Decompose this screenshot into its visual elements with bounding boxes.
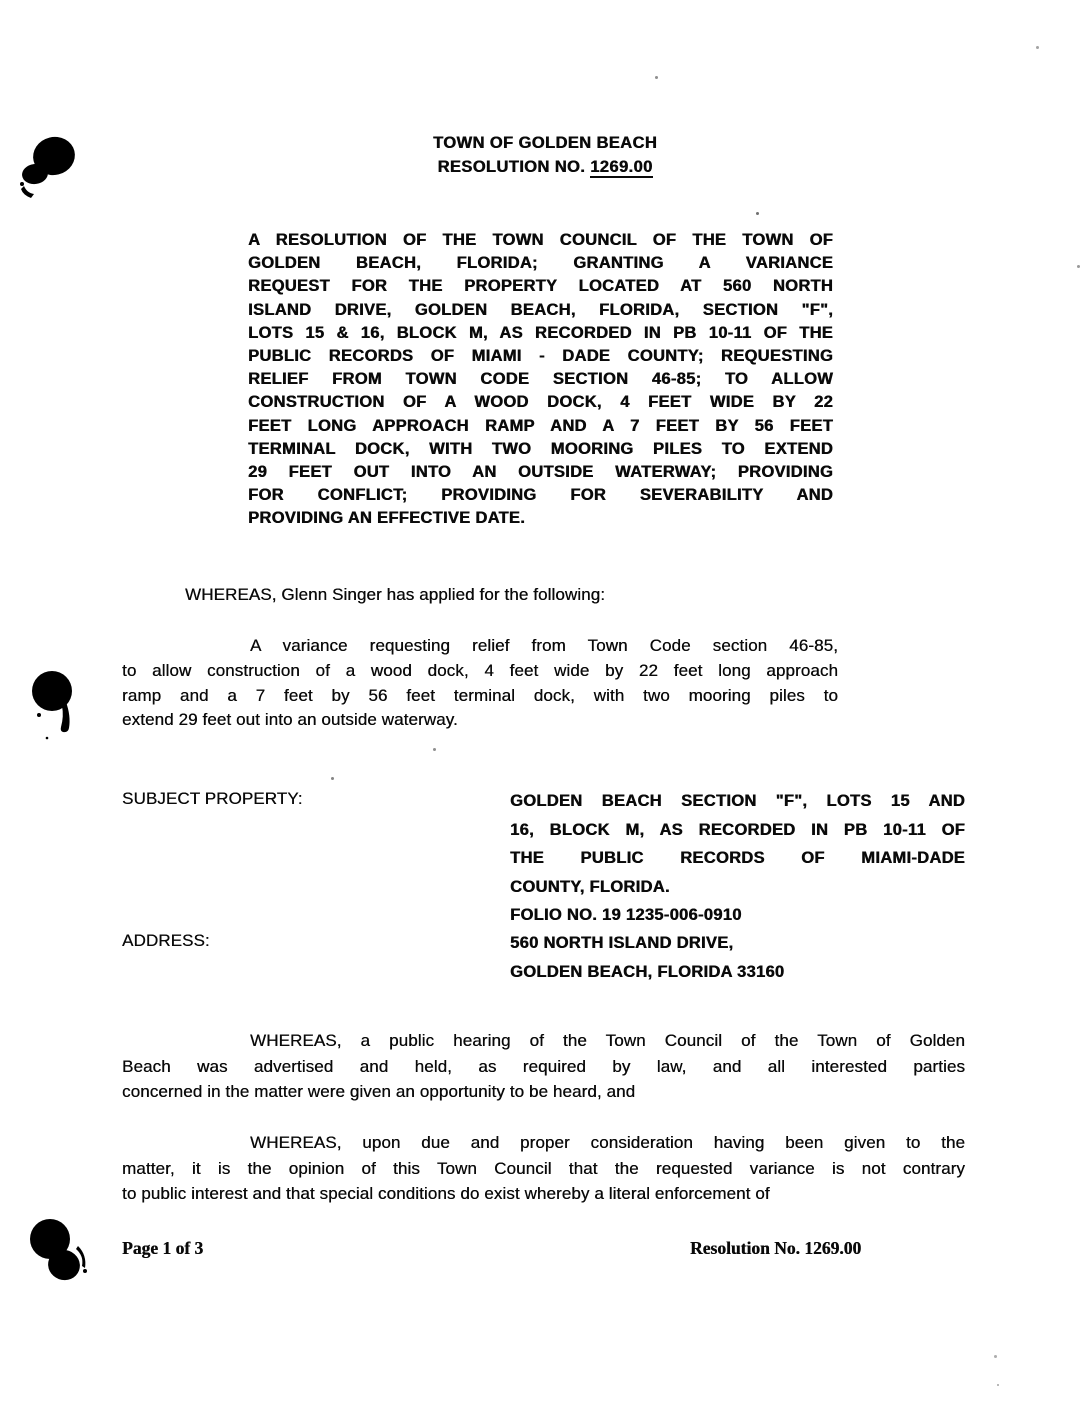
resolution-title-line: ISLAND DRIVE, GOLDEN BEACH, FLORIDA, SECTION "F", [248, 300, 833, 319]
whereas-hearing-paragraph [122, 1028, 965, 1105]
variance-paragraph-line: extend 29 feet out into an outside waterway. [122, 710, 458, 730]
scan-speck [433, 748, 436, 751]
subject-property-line: FOLIO NO. 19 1235-006-0910 [510, 906, 742, 924]
scan-speck [756, 212, 759, 215]
scan-speck [994, 1355, 997, 1358]
subject-property-line: GOLDEN BEACH SECTION "F", LOTS 15 AND [510, 792, 965, 810]
resolution-number-label: RESOLUTION NO. [437, 158, 591, 176]
resolution-title-line: RELIEF FROM TOWN CODE SECTION 46-85; TO ALLOW [248, 370, 833, 389]
variance-paragraph-line: A variance requesting relief from Town Code section 46-85, [250, 636, 838, 655]
resolution-number-value: 1269.00 [590, 158, 653, 176]
resolution-title-line: 29 FEET OUT INTO AN OUTSIDE WATERWAY; PROVIDING [248, 463, 833, 482]
address-line: 560 NORTH ISLAND DRIVE, [510, 934, 734, 952]
scan-speck [655, 76, 658, 79]
resolution-title-line: TERMINAL DOCK, WITH TWO MOORING PILES TO EXTEND [248, 439, 833, 458]
resolution-title-line: REQUEST FOR THE PROPERTY LOCATED AT 560 NORTH [248, 277, 833, 296]
ink-blot-bottom-left-artifact [22, 1218, 97, 1303]
ink-blot-middle-left-artifact [26, 668, 81, 748]
document-header [0, 131, 1090, 179]
resolution-title-line: CONSTRUCTION OF A WOOD DOCK, 4 FEET WIDE BY 22 [248, 393, 833, 412]
resolution-title-line: A RESOLUTION OF THE TOWN COUNCIL OF THE TOWN OF [248, 231, 833, 249]
footer-resolution-number: Resolution No. 1269.00 [690, 1238, 862, 1258]
variance-paragraph [122, 634, 838, 733]
subject-property-line: COUNTY, FLORIDA. [510, 877, 670, 896]
scan-speck [997, 1384, 999, 1386]
whereas-hearing-line: Beach was advertised and held, as required by law, and all interested parties [122, 1056, 965, 1076]
scan-speck [1036, 46, 1039, 49]
whereas-hearing-line: WHEREAS, a public hearing of the Town Council of the Town of Golden [250, 1031, 965, 1050]
variance-paragraph-line: to allow construction of a wood dock, 4 feet wide by 22 feet long approach [122, 660, 838, 680]
scan-speck [1077, 265, 1080, 268]
footer-page-number: Page 1 of 3 [122, 1238, 204, 1258]
resolution-title-line: LOTS 15 & 16, BLOCK M, AS RECORDED IN PB 10-11 OF THE [248, 323, 833, 342]
document-title: TOWN OF GOLDEN BEACH [432, 134, 658, 152]
address-value [510, 929, 965, 986]
subject-property-line: THE PUBLIC RECORDS OF MIAMI-DADE [510, 849, 965, 867]
subject-property-line: 16, BLOCK M, AS RECORDED IN PB 10-11 OF [510, 820, 965, 839]
variance-paragraph-line: ramp and a 7 feet by 56 feet terminal dock, with two mooring piles to [122, 685, 838, 705]
resolution-title-line: PUBLIC RECORDS OF MIAMI - DADE COUNTY; REQUESTING [248, 347, 833, 366]
whereas-consideration-line: matter, it is the opinion of this Town Council that the requested variance is not contrary [122, 1158, 965, 1178]
whereas-hearing-line: concerned in the matter were given an opportunity to be heard, and [122, 1082, 636, 1101]
whereas-applicant-line: WHEREAS, Glenn Singer has applied for the following: [185, 585, 606, 604]
whereas-consideration-line: to public interest and that special conditions do exist whereby a literal enforcement of [122, 1184, 770, 1203]
resolution-title-line: FEET LONG APPROACH RAMP AND A 7 FEET BY 56 FEET [248, 416, 833, 435]
address-label: ADDRESS: [122, 931, 210, 950]
resolution-title-line: FOR CONFLICT; PROVIDING FOR SEVERABILITY AND [248, 486, 833, 505]
resolution-title-line: PROVIDING AN EFFECTIVE DATE. [248, 509, 525, 528]
resolution-number-line [0, 155, 1090, 179]
subject-property-label: SUBJECT PROPERTY: [122, 789, 303, 808]
address-line: GOLDEN BEACH, FLORIDA 33160 [510, 962, 785, 981]
subject-property-value [510, 787, 965, 930]
whereas-consideration-paragraph [122, 1130, 965, 1207]
resolution-title-line: GOLDEN BEACH, FLORIDA; GRANTING A VARIANCE [248, 254, 833, 273]
scan-speck [331, 777, 334, 780]
whereas-consideration-line: WHEREAS, upon due and proper consideration having been given to the [250, 1133, 965, 1152]
resolution-title-block [248, 229, 833, 531]
